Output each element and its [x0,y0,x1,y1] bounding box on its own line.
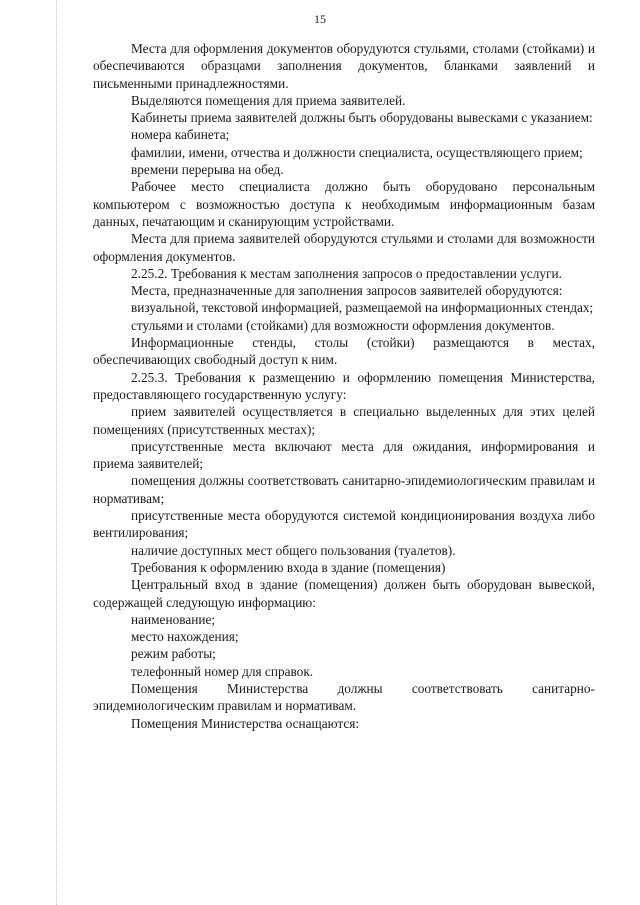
paragraph: Места, предназначенные для заполнения запросов заявителей оборудуются: [131,283,563,299]
paragraph: присутственные места оборудуются системой кондиционирования воздуха либо вентилирования; [93,508,595,541]
paragraph: прием заявителей осуществляется в специально выделенных для этих целей помещениях (присутственных местах); [93,404,595,437]
paragraph: Информационные стенды, столы (стойки) размещаются в местах, обеспечивающих свободный доступ к ним. [93,335,595,368]
paragraph: режим работы; [131,646,216,662]
paragraph: стульями и столами (стойками) для возможности оформления документов. [131,317,555,333]
paragraph: наименование; [131,611,216,627]
paragraph: 2.25.2. Требования к местам заполнения запросов о предоставлении услуги. [131,265,562,281]
paragraph: место нахождения; [131,629,239,645]
paragraph: Помещения Министерства оснащаются: [131,715,360,731]
scan-edge-line [56,0,57,905]
paragraph: Кабинеты приема заявителей должны быть оборудованы вывесками с указанием: [131,110,593,126]
paragraph: присутственные места включают места для ожидания, информирования и приема заявителей; [93,438,595,472]
paragraph: Центральный вход в здание (помещения) должен быть оборудован вывеской, содержащей следующую информацию: [93,577,595,610]
paragraph: Места для оформления документов оборудуются стульями, столами (стойками) и обеспечиваются образцами заполнения документов, бланками заявлений и письменными принадлежностями. [93,41,595,91]
paragraph: номера кабинета; [131,127,230,143]
document-body [93,40,595,732]
paragraph: 2.25.3. Требования к размещению и оформлению помещения Министерства, предоставляющего государственную услугу: [93,369,595,402]
paragraph: Выделяются помещения для приема заявителей. [131,92,406,108]
paragraph: помещения должны соответствовать санитарно-эпидемиологическим правилам и нормативам; [93,473,595,506]
paragraph: Требования к оформлению входа в здание (помещения) [131,559,446,575]
paragraph: телефонный номер для справок. [131,663,314,679]
paragraph: Места для приема заявителей оборудуются стульями и столами для возможности оформления документов. [93,231,595,264]
paragraph: времени перерыва на обед. [131,162,284,178]
paragraph: фамилии, имени, отчества и должности специалиста, осуществляющего прием; [131,144,583,160]
paragraph: Рабочее место специалиста должно быть оборудовано персональным компьютером с возможностью доступа к необходимым информационным базам данных, печатающим и сканирующим устройствами. [93,179,595,229]
paragraph: наличие доступных мест общего пользования (туалетов). [131,542,456,558]
paragraph: Помещения Министерства должны соответствовать санитарно-эпидемиологическим правилам и нормативам. [93,680,595,714]
page-number: 15 [314,12,326,26]
paragraph: визуальной, текстовой информацией, размещаемой на информационных стендах; [131,300,594,316]
